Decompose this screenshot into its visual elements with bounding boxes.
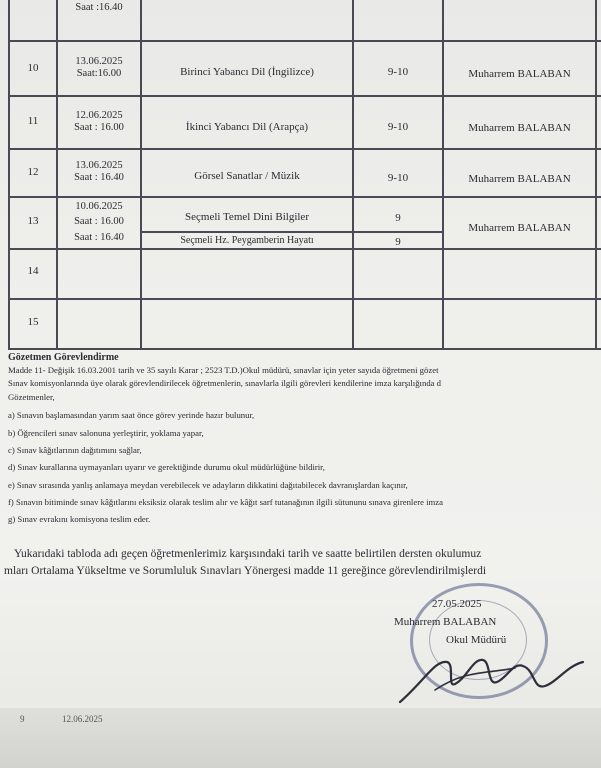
- closing-line: mları Ortalama Yükseltme ve Sorumluluk Sınavları Yönergesi madde 11 gereğince görevlendirilmişlerdi: [4, 565, 487, 577]
- section-heading: Gözetmen Görevlendirme: [8, 352, 119, 363]
- row-line: [8, 148, 601, 150]
- column-line: [595, 0, 597, 350]
- row-number: 11: [27, 115, 39, 127]
- row-number: 13: [27, 215, 39, 227]
- row-line: [141, 231, 443, 233]
- row-line: [8, 248, 601, 250]
- time-cell: Saat : 16.00: [74, 216, 124, 227]
- date-cell: 13.06.2025: [75, 56, 123, 67]
- duty-item: c) Sınav kâğıtlarının dağıtımını sağlar,: [8, 445, 142, 455]
- duty-item: a) Sınavın başlamasından yarım saat önce görev yerinde hazır bulunur,: [8, 410, 255, 420]
- time-cell: Saat:16.00: [76, 68, 122, 79]
- next-row-date: 12.06.2025: [62, 714, 103, 724]
- row-line: [8, 95, 601, 97]
- row-line: [8, 348, 601, 350]
- teacher-cell: Muharrem BALABAN: [468, 222, 571, 234]
- time-cell: Saat : 16.40: [74, 172, 124, 183]
- grade-cell: 9-10: [387, 121, 409, 133]
- row-number: 14: [27, 265, 39, 277]
- row-number: 15: [27, 316, 39, 328]
- duty-item: f) Sınavın bitiminde sınav kâğıtlarını eksiksiz olarak teslim alır ve kâğıt sarf tutanağının ilgili sütununu sınava girenlere imza: [8, 497, 443, 507]
- duty-item: e) Sınav sırasında yanlış anlamaya meydan verebilecek ve adayların dikkatini dağıtabilecek davranışlardan kaçınır,: [8, 480, 408, 490]
- teacher-cell: Muharrem BALABAN: [468, 122, 571, 134]
- grade-cell: 9-10: [387, 172, 409, 184]
- subject-cell: Seçmeli Temel Dini Bilgiler: [185, 211, 309, 223]
- time-cell-2: Saat : 16.40: [74, 232, 124, 243]
- duty-item: b) Öğrencileri sınav salonuna yerleştirir, yoklama yapar,: [8, 428, 204, 438]
- grade-cell: 9-10: [387, 66, 409, 78]
- duty-item: d) Sınav kurallarına uymayanları uyarır ve gerektiğinde durumu okul müdürlüğüne bildirir,: [8, 462, 325, 472]
- signature-name: Muharrem BALABAN: [394, 616, 497, 628]
- paragraph-line: Sınav komisyonlarında üye olarak görevlendirilecek öğretmenlerin, sınavlarla ilgili görevleri kendilerine imza karşılığında d: [8, 378, 442, 388]
- row-line: [8, 40, 601, 42]
- date-cell: 12.06.2025: [75, 110, 123, 121]
- time-cell: Saat : 16.00: [74, 122, 124, 133]
- row-number: 10: [27, 62, 39, 74]
- row-number: 12: [27, 166, 39, 178]
- row-line: [8, 298, 601, 300]
- teacher-cell: Muharrem BALABAN: [468, 68, 571, 80]
- duty-item: g) Sınav evrakını komisyona teslim eder.: [8, 514, 151, 524]
- signature-title: Okul Müdürü: [446, 634, 507, 646]
- grade-cell-2: 9: [395, 236, 401, 248]
- date-cell: 10.06.2025: [75, 201, 123, 212]
- subject-cell-2: Seçmeli Hz. Peygamberin Hayatı: [180, 235, 314, 246]
- handwritten-signature: [395, 640, 595, 710]
- row-line: [8, 196, 601, 198]
- subject-cell: Birinci Yabancı Dil (İngilizce): [180, 66, 314, 78]
- time-cell: Saat :16.40: [75, 2, 123, 13]
- exam-schedule-table: [0, 0, 601, 360]
- signature-date: 27.05.2025: [432, 598, 482, 610]
- closing-line: Yukarıdaki tabloda adı geçen öğretmenlerimiz karşısındaki tarih ve saatte belirtilen dersten okulumuz: [14, 548, 482, 560]
- paragraph-line: Madde 11- Değişik 16.03.2001 tarih ve 35 sayılı Karar ; 2523 T.D.)Okul müdürü, sınavlar için yeter sayıda öğretmeni gözet: [8, 365, 439, 375]
- paragraph-line: Gözetmenler,: [8, 392, 55, 402]
- subject-cell: İkinci Yabancı Dil (Arapça): [185, 121, 309, 133]
- subject-cell: Görsel Sanatlar / Müzik: [194, 170, 300, 182]
- grade-cell: 9: [395, 212, 401, 224]
- date-cell: 13.06.2025: [75, 160, 123, 171]
- teacher-cell: Muharrem BALABAN: [468, 173, 571, 185]
- next-row-number: 9: [20, 714, 25, 724]
